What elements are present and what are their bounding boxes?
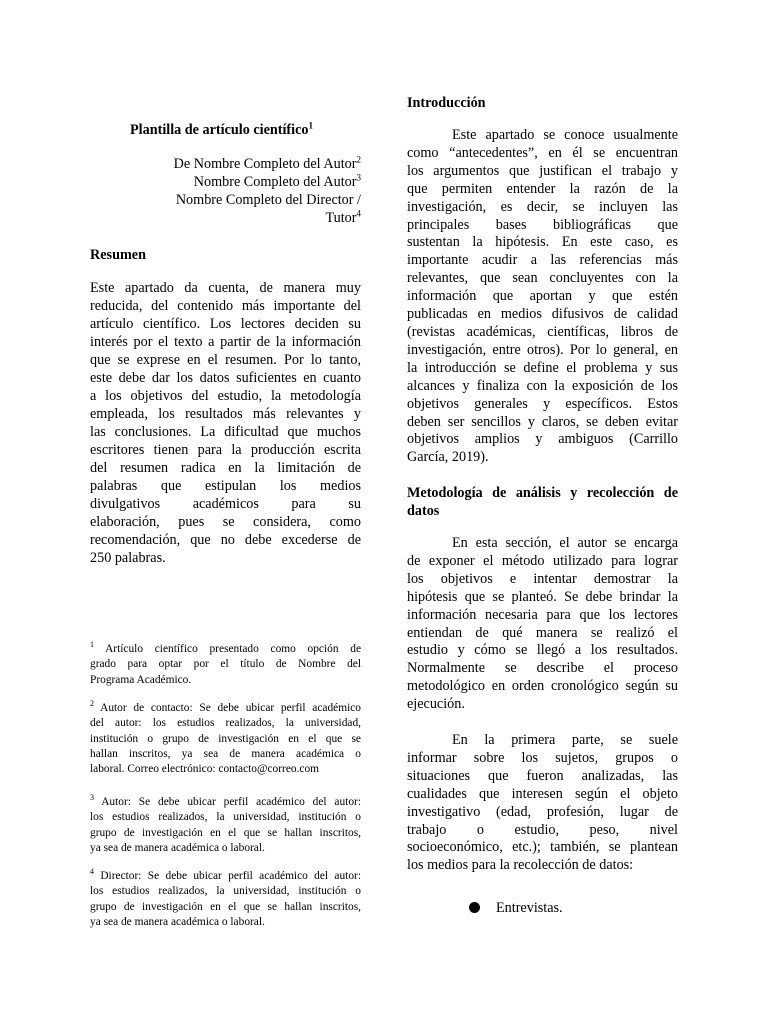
- text-line: Este apartado se conoce usualmente: [452, 127, 678, 143]
- text-line: de exponer el método utilizado para lograr: [407, 552, 678, 569]
- text-line: del resumen radica en la limitación de: [90, 460, 361, 476]
- text-line: interés por el texto a partir de la información: [90, 334, 361, 350]
- footnote-number: 4: [90, 867, 94, 877]
- text-line: alcances y finaliza con la exposición de los: [407, 377, 678, 394]
- text-line: artículo científico. Los lectores deciden su: [90, 316, 361, 332]
- text-line: elaboración, pues se considera, como: [90, 514, 361, 530]
- text-line: grupo de investigación en el que se hallan inscritos,: [90, 826, 361, 839]
- text-line: como “antecedentes”, en él se encuentran: [407, 144, 678, 161]
- text-line: del autor: los estudios realizados, la universidad,: [90, 717, 361, 730]
- text-line: a los objetivos del estudio, la metodología: [90, 388, 361, 404]
- text-line: importante acudir a las referencias más: [407, 252, 678, 269]
- text-line: ya sea de manera académica o laboral.: [90, 841, 265, 854]
- text-line: recomendación, que no debe excederse de: [90, 532, 361, 548]
- text-line: los estudios realizados, la universidad, institución o: [90, 811, 361, 824]
- metodologia-heading: [407, 484, 678, 520]
- author-line: De Nombre Completo del Autor$^2$: [173, 154, 361, 172]
- text-line: situaciones que fueron analizadas, las: [407, 767, 678, 784]
- introduccion-paragraph: [407, 127, 678, 467]
- text-line: [90, 642, 361, 657]
- text-line: hipótesis que se planteó. Se debe brindar la: [407, 588, 678, 605]
- text-line: información que aportan y que estén: [407, 288, 678, 305]
- text-line: que permiten entender la razón de la: [407, 180, 678, 197]
- metodologia-paragraph-1: [407, 535, 678, 714]
- text-line: 250 palabras.: [90, 550, 166, 566]
- text-line: objetivos generales y específicos. Estos: [407, 395, 678, 412]
- text-line: informar sobre los sujetos, grupos o: [407, 749, 678, 766]
- text-line: hallan inscritos, ya sea de manera académica o: [90, 747, 361, 760]
- text-line: sustentan la hipótesis. En este caso, es: [407, 234, 678, 251]
- footnote: [90, 795, 361, 856]
- text-line: grado para optar por el título de Nombre del: [90, 658, 361, 671]
- footnote-number: 3: [90, 793, 94, 803]
- text-line: deben ser sencillos y claros, se deben evitar: [407, 413, 678, 430]
- text-line: institución o grupo de investigación en el que se: [90, 732, 361, 745]
- metodologia-paragraph-2: [407, 732, 678, 875]
- text-line: [90, 701, 361, 716]
- text-line: [90, 869, 361, 884]
- text-line: publicadas en medios difusivos de calidad: [407, 306, 678, 323]
- text-line: relevantes, que sean concluyentes con la: [407, 270, 678, 287]
- text-line: grupo de investigación en el que se hallan inscritos,: [90, 900, 361, 913]
- text-line: la introducción se define el problema y sus: [407, 359, 678, 376]
- text-line: Programa Académico.: [90, 673, 192, 686]
- text-line: principales bases bibliográficas que: [407, 216, 678, 233]
- text-line: este debe dar los datos suficientes en cuanto: [90, 370, 361, 386]
- text-line: trabajo o estudio, peso, nivel: [407, 821, 678, 838]
- text-line: los estudios realizados, la universidad, institución o: [90, 885, 361, 898]
- bullet-item: [469, 899, 563, 917]
- bullet-text: Entrevistas.: [496, 900, 563, 916]
- text-line: investigación, entre otros). Por lo general, en: [407, 341, 678, 358]
- text-line: Metodología de análisis y recolección de: [407, 485, 678, 501]
- text-line: ya sea de manera académica o laboral.: [90, 915, 265, 928]
- footnote-number: 1: [90, 640, 94, 650]
- text-line: García, 2019).: [407, 449, 489, 466]
- text-line: que se exprese en el resumen. Por lo tanto,: [90, 352, 361, 368]
- text-line: empleada, los resultados más relevantes y: [90, 406, 361, 422]
- footnote-line-text: Autor de contacto: Se debe ubicar perfil académico: [94, 702, 361, 714]
- footnote-line-text: Artículo científico presentado como opción de: [94, 643, 361, 655]
- text-line: (revistas académicas, científicas, libros de: [407, 323, 678, 340]
- text-line: las conclusiones. La dificultad que muchos: [90, 424, 361, 440]
- text-line: ejecución.: [407, 696, 465, 713]
- text-line: En la primera parte, se suele: [452, 732, 678, 748]
- text-line: cualidades que interesen según el objeto: [407, 785, 678, 802]
- text-line: escritores tienen para la producción escrita: [90, 442, 361, 458]
- article-title: Plantilla de artículo científico$^1$: [130, 120, 313, 138]
- author-list: [90, 155, 361, 227]
- text-line: laboral. Correo electrónico: contacto@correo.com: [90, 763, 320, 776]
- text-line: Este apartado da cuenta, de manera muy: [90, 280, 361, 296]
- text-line: los medios para la recolección de datos:: [407, 857, 634, 874]
- footnote: [90, 869, 361, 930]
- text-line: [90, 795, 361, 810]
- text-line: metodológico en orden cronológico según su: [407, 678, 678, 695]
- text-line: investigativo (edad, profesión, lugar de: [407, 803, 678, 820]
- text-line: objetivos amplios y ambiguos (Carrillo: [407, 431, 678, 448]
- text-line: socioeconómico, etc.); también, se plantean: [407, 839, 678, 856]
- footnote-line-text: Director: Se debe ubicar perfil académico del autor:: [94, 870, 361, 882]
- text-line: estudio y cómo se llegó a los resultados.: [407, 642, 678, 659]
- text-line: divulgativos académicos para su: [90, 496, 361, 512]
- text-line: datos: [407, 503, 440, 519]
- introduccion-heading: Introducción: [407, 95, 486, 111]
- footnote-ref: 1: [308, 120, 313, 131]
- footnote: [90, 701, 361, 777]
- footnote-line-text: Autor: Se debe ubicar perfil académico del autor:: [94, 796, 361, 808]
- text-line: En esta sección, el autor se encarga: [452, 535, 678, 551]
- text-line: los objetivos e intentar demostrar la: [407, 570, 678, 587]
- author-line: Nombre Completo del Autor$^3$: [193, 172, 361, 190]
- text-line: reducida, del contenido más importante del: [90, 298, 361, 314]
- text-line: Normalmente se describe el proceso: [407, 660, 678, 677]
- text-line: los argumentos que justifican el trabajo y: [407, 162, 678, 179]
- footnote: [90, 642, 361, 688]
- resumen-heading: Resumen: [90, 247, 146, 263]
- text-line: entiendan de qué manera se realizó el: [407, 624, 678, 641]
- text-line: información necesaria para que los lectores: [407, 606, 678, 623]
- text-line: investigación, es decir, se incluyen las: [407, 198, 678, 215]
- footnote-number: 2: [90, 699, 94, 709]
- resumen-paragraph: [90, 279, 361, 567]
- text-line: palabras que estipulan los medios: [90, 478, 361, 494]
- bullet-dot-icon: [469, 902, 480, 913]
- author-line: Tutor$^4$: [325, 208, 361, 226]
- author-line: Nombre Completo del Director /: [175, 192, 361, 208]
